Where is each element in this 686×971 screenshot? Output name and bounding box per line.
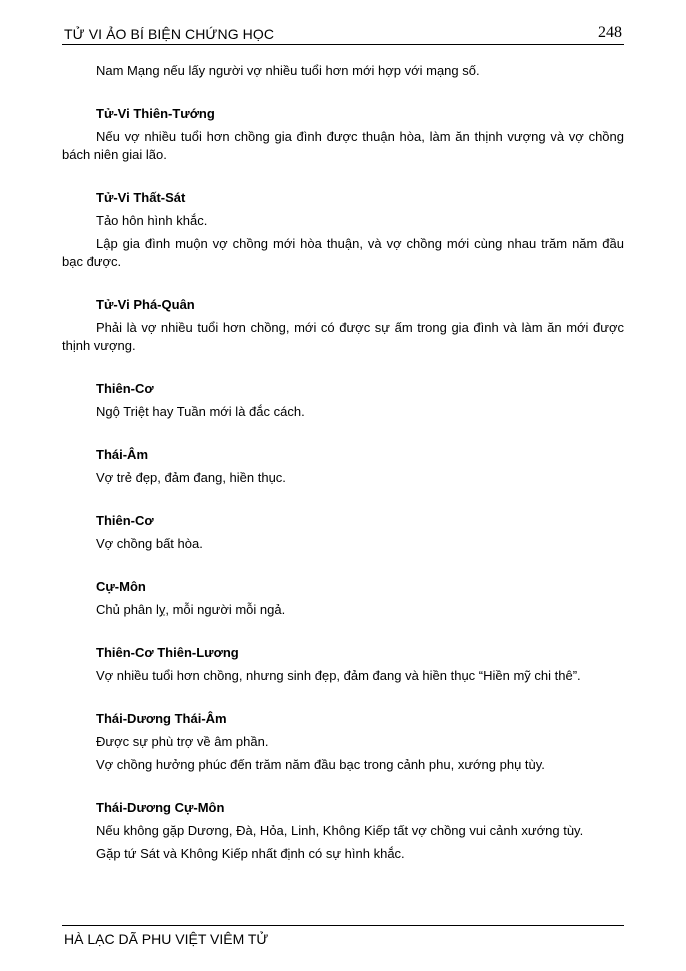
paragraph: Ngộ Triệt hay Tuần mới là đắc cách. (96, 404, 305, 419)
paragraph: Tảo hôn hình khắc. (96, 213, 208, 228)
page-content (62, 62, 624, 868)
section-title: Thái-Dương Cự-Môn (96, 800, 225, 815)
paragraph: Gặp tứ Sát và Không Kiếp nhất định có sự hình khắc. (96, 846, 405, 861)
section-title: Tử-Vi Thất-Sát (96, 190, 186, 205)
paragraph: Vợ chồng bất hòa. (96, 536, 203, 551)
section-title: Thiên-Cơ (96, 513, 154, 528)
section-thai-duong-cu-mon (62, 799, 624, 863)
paragraph: Vợ trẻ đẹp, đảm đang, hiền thục. (96, 470, 286, 485)
section-tu-vi-pha-quan (62, 296, 624, 355)
section-title: Thái-Âm (96, 447, 148, 462)
page-number: 248 (598, 24, 622, 41)
header-title: TỬ VI ẢO BÍ BIỆN CHỨNG HỌC (64, 26, 275, 42)
section-thai-duong-thai-am (62, 710, 624, 774)
paragraph: Lập gia đình muộn vợ chồng mới hòa thuận, và vợ chồng mới cùng nhau trăm năm đầu bạc được. (62, 236, 624, 269)
section-thien-co (62, 380, 624, 421)
section-thien-co-thien-luong (62, 644, 624, 685)
section-title: Cự-Môn (96, 579, 146, 594)
paragraph: Nếu vợ nhiều tuổi hơn chồng gia đình được thuận hòa, làm ăn thịnh vượng và vợ chồng bách niên giai lão. (62, 129, 624, 162)
section-thien-co-2 (62, 512, 624, 553)
paragraph: Chủ phân lỵ, mỗi người mỗi ngả. (96, 602, 286, 617)
section-title: Tử-Vi Thiên-Tướng (96, 106, 215, 121)
section-title: Thiên-Cơ Thiên-Lương (96, 645, 239, 660)
paragraph: Vợ nhiều tuổi hơn chồng, nhưng sinh đẹp, đảm đang và hiền thục “Hiền mỹ chi thê”. (96, 668, 581, 683)
page-header (62, 22, 624, 45)
section-title: Thiên-Cơ (96, 381, 154, 396)
section-tu-vi-thien-tuong (62, 105, 624, 164)
section-tu-vi-that-sat (62, 189, 624, 271)
intro-paragraph: Nam Mạng nếu lấy người vợ nhiều tuổi hơn mới hợp với mạng số. (96, 63, 480, 78)
section-thai-am (62, 446, 624, 487)
footer-divider (62, 925, 624, 926)
footer-text: HÀ LẠC DÃ PHU VIỆT VIÊM TỬ (64, 931, 269, 947)
paragraph: Được sự phù trợ về âm phần. (96, 734, 269, 749)
section-title: Tử-Vi Phá-Quân (96, 297, 195, 312)
paragraph: Vợ chồng hưởng phúc đến trăm năm đầu bạc trong cảnh phu, xướng phụ tùy. (96, 757, 545, 772)
section-cu-mon (62, 578, 624, 619)
paragraph: Phải là vợ nhiều tuổi hơn chồng, mới có được sự ấm trong gia đình và làm ăn mới được thịnh vượng. (62, 320, 624, 353)
section-title: Thái-Dương Thái-Âm (96, 711, 227, 726)
paragraph: Nếu không gặp Dương, Đà, Hỏa, Linh, Không Kiếp tất vợ chồng vui cảnh xướng tùy. (96, 823, 584, 838)
